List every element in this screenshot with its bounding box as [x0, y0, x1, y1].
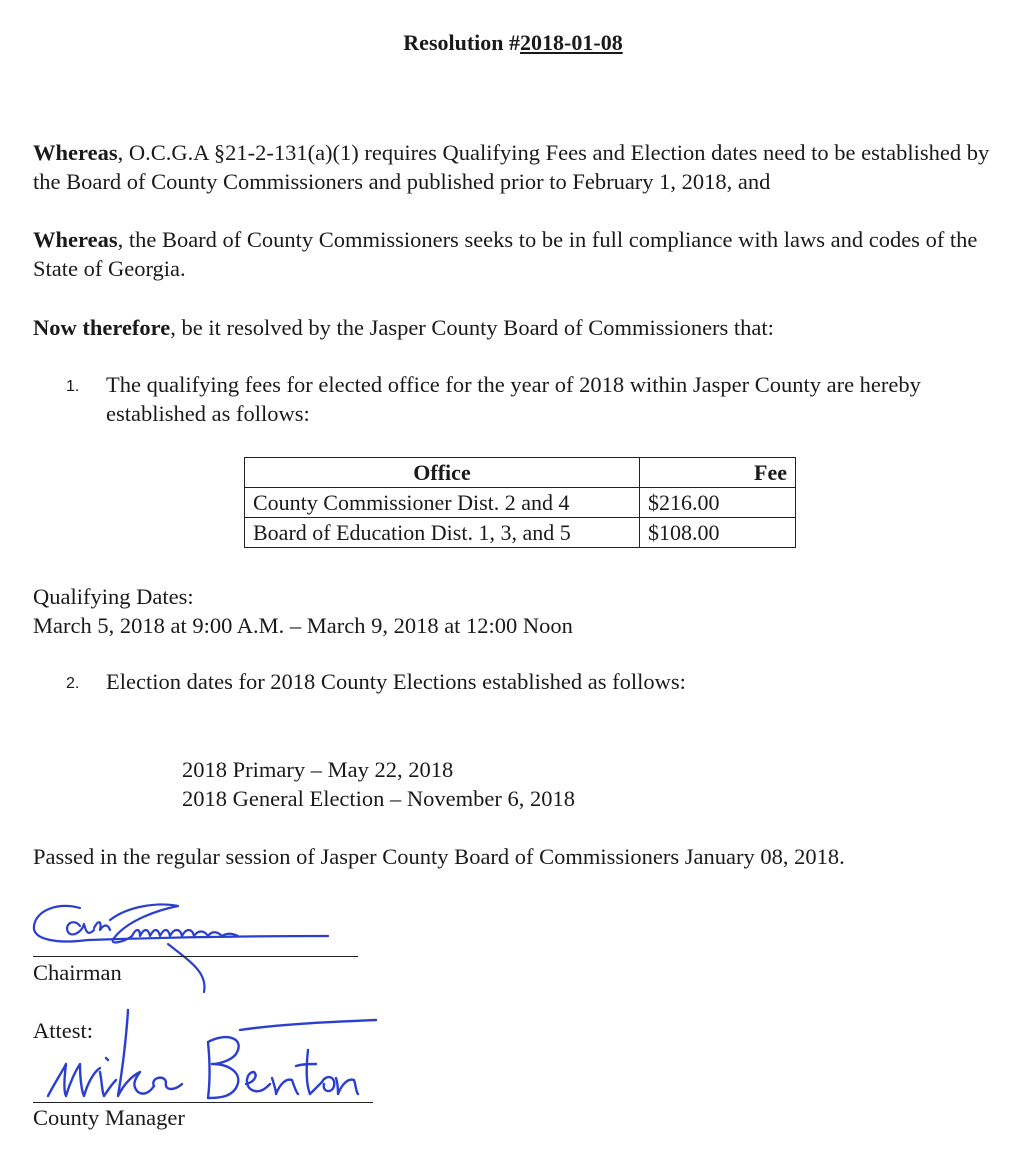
- whereas-text-1: , O.C.G.A §21-2-131(a)(1) requires Qualifying Fees and Election dates need to be established by the Board of County Commissioners and published prior to February 1, 2018, and: [33, 140, 990, 194]
- whereas-lead-2: Whereas: [33, 227, 118, 252]
- list-text-1: The qualifying fees for elected office for the year of 2018 within Jasper County are hereby established as follows:: [106, 372, 921, 426]
- office-cell: County Commissioner Dist. 2 and 4: [245, 488, 640, 518]
- table-row: [245, 518, 796, 548]
- qualifying-dates-range: March 5, 2018 at 9:00 A.M. – March 9, 2018 at 12:00 Noon: [33, 613, 573, 638]
- office-column-header: Office: [245, 458, 640, 488]
- title-prefix: Resolution #: [403, 30, 521, 55]
- whereas-paragraph-1: [33, 138, 1008, 196]
- election-dates-block: [182, 755, 575, 813]
- resolution-number: 2018-01-08: [520, 30, 623, 55]
- whereas-text-2: , the Board of County Commissioners seeks to be in full compliance with laws and codes of the State of Georgia.: [33, 227, 978, 281]
- county-manager-signature: [40, 1002, 380, 1112]
- office-cell: Board of Education Dist. 1, 3, and 5: [245, 518, 640, 548]
- list-marker-1: 1.: [66, 378, 80, 395]
- fee-cell: $216.00: [640, 488, 796, 518]
- now-therefore-text: , be it resolved by the Jasper County Board of Commissioners that:: [170, 315, 774, 340]
- county-manager-label: County Manager: [33, 1105, 185, 1130]
- primary-election-date: 2018 Primary – May 22, 2018: [182, 757, 454, 782]
- fee-table-header-row: [245, 458, 796, 488]
- resolution-title: [0, 30, 1026, 56]
- fee-cell: $108.00: [640, 518, 796, 548]
- now-therefore-lead: Now therefore: [33, 315, 171, 340]
- attest-label: Attest:: [33, 1018, 93, 1043]
- whereas-lead-1: Whereas: [33, 140, 118, 165]
- qualifying-dates-block: [33, 582, 573, 640]
- list-text-2: Election dates for 2018 County Elections established as follows:: [106, 669, 686, 694]
- passed-statement: Passed in the regular session of Jasper County Board of Commissioners January 08, 2018.: [33, 844, 845, 869]
- list-marker-2: 2.: [66, 675, 80, 692]
- table-row: [245, 488, 796, 518]
- fee-column-header: Fee: [640, 458, 796, 488]
- now-therefore-paragraph: [33, 313, 1008, 342]
- chairman-signature-line: [33, 956, 358, 957]
- chairman-label: Chairman: [33, 960, 122, 985]
- whereas-paragraph-2: [33, 225, 1008, 283]
- qualifying-dates-label: Qualifying Dates:: [33, 584, 194, 609]
- general-election-date: 2018 General Election – November 6, 2018: [182, 786, 576, 811]
- fee-table: [244, 457, 796, 548]
